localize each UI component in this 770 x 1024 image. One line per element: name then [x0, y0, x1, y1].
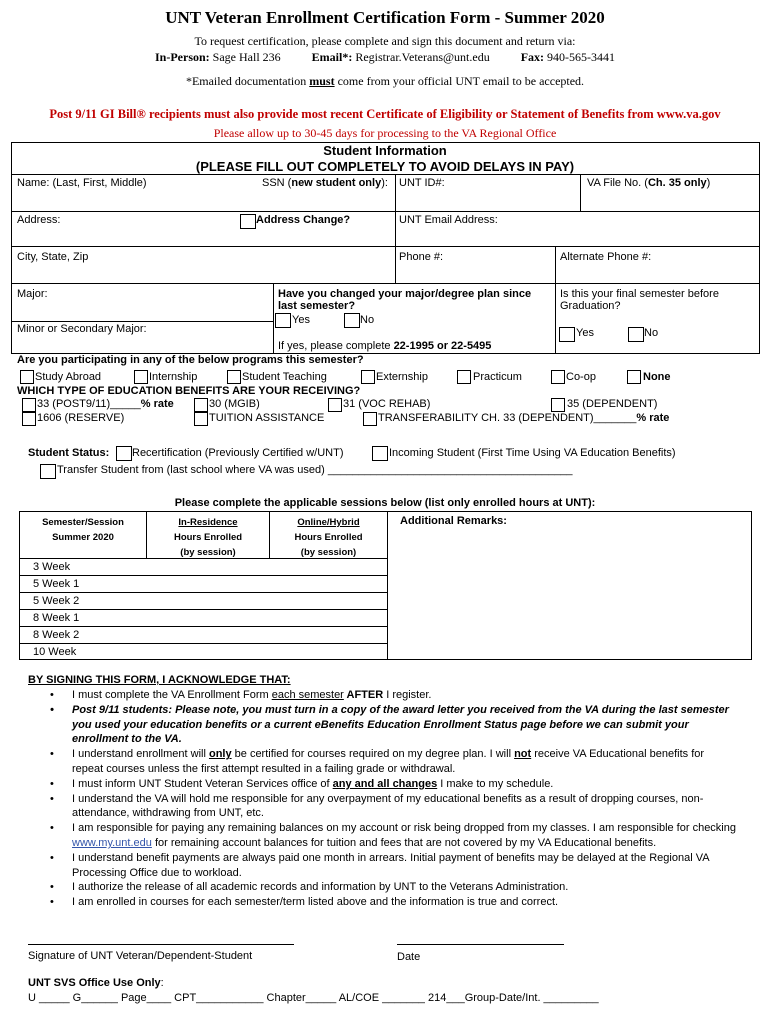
internship-checkbox[interactable] — [134, 370, 148, 384]
final-semester-yes-label: Yes — [576, 327, 594, 339]
va-file-field[interactable]: VA File No. (Ch. 35 only) — [587, 177, 711, 189]
dependent-label: 35 (DEPENDENT) — [567, 398, 658, 410]
signature-line[interactable] — [28, 944, 294, 945]
transfer-student-label: Transfer Student from (last school where VA was used) ________________________________________ — [57, 464, 573, 476]
voc-rehab-label: 31 (VOC REHAB) — [343, 398, 431, 410]
ack-item: • I am enrolled in courses for each semester/term listed above and the information is true and correct. — [46, 895, 736, 910]
city-state-zip-field[interactable]: City, State, Zip — [17, 251, 89, 263]
transferability-checkbox[interactable] — [363, 412, 377, 426]
office-use-fields: U _____ G______ Page____ CPT___________ Chapter_____ AL/COE _______ 214___Group-Date/Int. _________ — [28, 992, 599, 1004]
email-note: *Emailed documentation must come from your official UNT email to be accepted. — [185, 74, 585, 88]
changed-major-no-label: No — [360, 314, 375, 326]
final-semester-question-line2: Graduation? — [560, 300, 621, 312]
transfer-student-checkbox[interactable] — [40, 464, 56, 479]
none-checkbox[interactable] — [627, 370, 641, 384]
ch33-label: 33 (POST9/11)_____% rate — [37, 398, 174, 410]
final-semester-no-checkbox[interactable] — [628, 327, 644, 342]
ssn-field[interactable]: SSN (new student only): — [262, 177, 388, 189]
incoming-student-checkbox[interactable] — [372, 446, 388, 461]
changed-major-no-checkbox[interactable] — [344, 313, 360, 328]
ack-item: • I must inform UNT Student Veteran Services office of any and all changes I make to my schedule. — [46, 777, 736, 792]
inperson-label: In-Person: — [155, 50, 210, 64]
acknowledgement-heading: BY SIGNING THIS FORM, I ACKNOWLEDGE THAT: — [28, 674, 291, 686]
inperson-value: Sage Hall 236 — [212, 50, 281, 64]
student-status-label: Student Status: — [28, 447, 110, 459]
email-label: Email*: — [311, 50, 353, 64]
session-row-5-week-1: 5 Week 1 — [33, 578, 80, 590]
session-row-3-week: 3 Week — [33, 561, 71, 573]
signature-label: Signature of UNT Veteran/Dependent-Student — [28, 950, 253, 962]
my-unt-link[interactable]: www.my.unt.edu — [72, 836, 152, 849]
final-semester-question-line1: Is this your final semester before — [560, 288, 719, 300]
externship-label: Externship — [376, 371, 428, 383]
co-op-label: Co-op — [566, 371, 596, 383]
alt-phone-field[interactable]: Alternate Phone #: — [560, 251, 652, 263]
unt-id-field[interactable]: UNT ID#: — [399, 177, 445, 189]
student-teaching-label: Student Teaching — [242, 371, 327, 383]
study-abroad-label: Study Abroad — [35, 371, 102, 383]
benefits-question: WHICH TYPE OF EDUCATION BENEFITS ARE YOUR RECEIVING? — [17, 385, 361, 397]
transferability-label: TRANSFERABILITY CH. 33 (DEPENDENT)_______% rate — [378, 412, 670, 424]
acknowledgement-list — [46, 688, 736, 910]
ack-item: • Post 9/11 students: Please note, you must turn in a copy of the award letter you received from the VA during the last semester you used your education benefits or a current eBenefits Education Enrollment Status page before we can submit your enrollment to the VA. — [46, 703, 736, 747]
incoming-student-label: Incoming Student (First Time Using VA Education Benefits) — [389, 447, 676, 459]
programs-question: Are you participating in any of the below programs this semester? — [17, 354, 364, 366]
office-use-label: UNT SVS Office Use Only: — [28, 977, 164, 989]
fax-label: Fax: — [520, 50, 545, 64]
contact-line — [155, 50, 615, 65]
dependent-checkbox[interactable] — [551, 398, 565, 412]
ack-item: • I authorize the release of all academic records and information by UNT to the Veterans Administration. — [46, 880, 736, 895]
in-residence-col-header: In-Residence Hours Enrolled (by session) — [173, 517, 243, 558]
student-info-subheading: (PLEASE FILL OUT COMPLETELY TO AVOID DELAYS IN PAY) — [195, 159, 575, 174]
email-value: Registrar.Veterans@unt.edu — [355, 50, 490, 64]
session-col-header: Semester/Session Summer 2020 — [42, 517, 124, 543]
practicum-checkbox[interactable] — [457, 370, 471, 384]
ch33-checkbox[interactable] — [22, 398, 36, 412]
ack-item: • I must complete the VA Enrollment Form each semester AFTER I register. — [46, 688, 736, 703]
student-info-heading: Student Information — [323, 143, 447, 158]
final-semester-no-label: No — [644, 327, 659, 339]
mgib-label: 30 (MGIB) — [209, 398, 260, 410]
form-title: UNT Veteran Enrollment Certification Form - Summer 2020 — [165, 8, 605, 27]
study-abroad-checkbox[interactable] — [20, 370, 34, 384]
processing-note: Please allow up to 30-45 days for processing to the VA Regional Office — [213, 126, 557, 140]
session-row-8-week-1: 8 Week 1 — [33, 612, 80, 624]
tuition-assistance-label: TUITION ASSISTANCE — [209, 412, 325, 424]
practicum-label: Practicum — [473, 371, 522, 383]
address-change-checkbox[interactable] — [240, 214, 256, 229]
ack-item: • I am responsible for paying any remaining balances on my account or risk being dropped from my classes. I am responsible for checking www.my.unt.edu for remaining account balances for tuition and fees that are not covered by my VA Educational benefits. — [46, 821, 736, 851]
fax-value: 940-565-3441 — [547, 50, 616, 64]
unt-email-field[interactable]: UNT Email Address: — [399, 214, 498, 226]
none-label: None — [643, 371, 671, 383]
post911-note: Post 9/11 GI Bill® recipients must also provide most recent Certificate of Eligibility or Statement of Benefits from www.va.gov — [49, 107, 721, 121]
reserve-label: 1606 (RESERVE) — [37, 412, 125, 424]
online-hybrid-col-header: Online/Hybrid Hours Enrolled (by session) — [294, 517, 363, 558]
changed-major-question-line2: last semester? — [278, 300, 356, 312]
student-teaching-checkbox[interactable] — [227, 370, 241, 384]
minor-field[interactable]: Minor or Secondary Major: — [17, 323, 147, 335]
reserve-checkbox[interactable] — [22, 412, 36, 426]
if-yes-note: If yes, please complete 22-1995 or 22-5495 — [278, 340, 492, 352]
phone-field[interactable]: Phone #: — [399, 251, 444, 263]
changed-major-yes-checkbox[interactable] — [275, 313, 291, 328]
address-change-label: Address Change? — [256, 214, 351, 226]
tuition-assistance-checkbox[interactable] — [194, 412, 208, 426]
name-field[interactable]: Name: (Last, First, Middle) — [17, 177, 147, 189]
changed-major-question-line1: Have you changed your major/degree plan since — [278, 288, 532, 300]
internship-label: Internship — [149, 371, 198, 383]
date-label: Date — [397, 951, 421, 963]
address-field[interactable]: Address: — [17, 214, 61, 226]
co-op-checkbox[interactable] — [551, 370, 565, 384]
session-row-10-week: 10 Week — [33, 646, 77, 658]
mgib-checkbox[interactable] — [194, 398, 208, 412]
ack-item: • I understand benefit payments are always paid one month in arrears. Initial payment of benefits may be delayed at the Regional VA Processing Office due to workload. — [46, 851, 736, 881]
major-field[interactable]: Major: — [17, 288, 48, 300]
recertification-checkbox[interactable] — [116, 446, 132, 461]
voc-rehab-checkbox[interactable] — [328, 398, 342, 412]
ack-item: • I understand the VA will hold me responsible for any overpayment of my educational benefits as a result of dropping courses, non-attendance, withdrawing from UNT, etc. — [46, 792, 736, 822]
additional-remarks-label: Additional Remarks: — [400, 515, 507, 527]
date-line[interactable] — [397, 944, 564, 945]
session-row-5-week-2: 5 Week 2 — [33, 595, 80, 607]
sessions-instruction: Please complete the applicable sessions below (list only enrolled hours at UNT): — [174, 497, 596, 509]
externship-checkbox[interactable] — [361, 370, 375, 384]
session-row-8-week-2: 8 Week 2 — [33, 629, 80, 641]
recertification-label: Recertification (Previously Certified w/UNT) — [132, 447, 344, 459]
ack-item: • I understand enrollment will only be certified for courses required on my degree plan. I will not receive VA Educational benefits for repeat courses unless the first attempt resulted in a failing grade or withdrawal. — [46, 747, 736, 777]
changed-major-yes-label: Yes — [292, 314, 310, 326]
final-semester-yes-checkbox[interactable] — [559, 327, 575, 342]
return-instruction: To request certification, please complete and sign this document and return via: — [194, 34, 576, 48]
